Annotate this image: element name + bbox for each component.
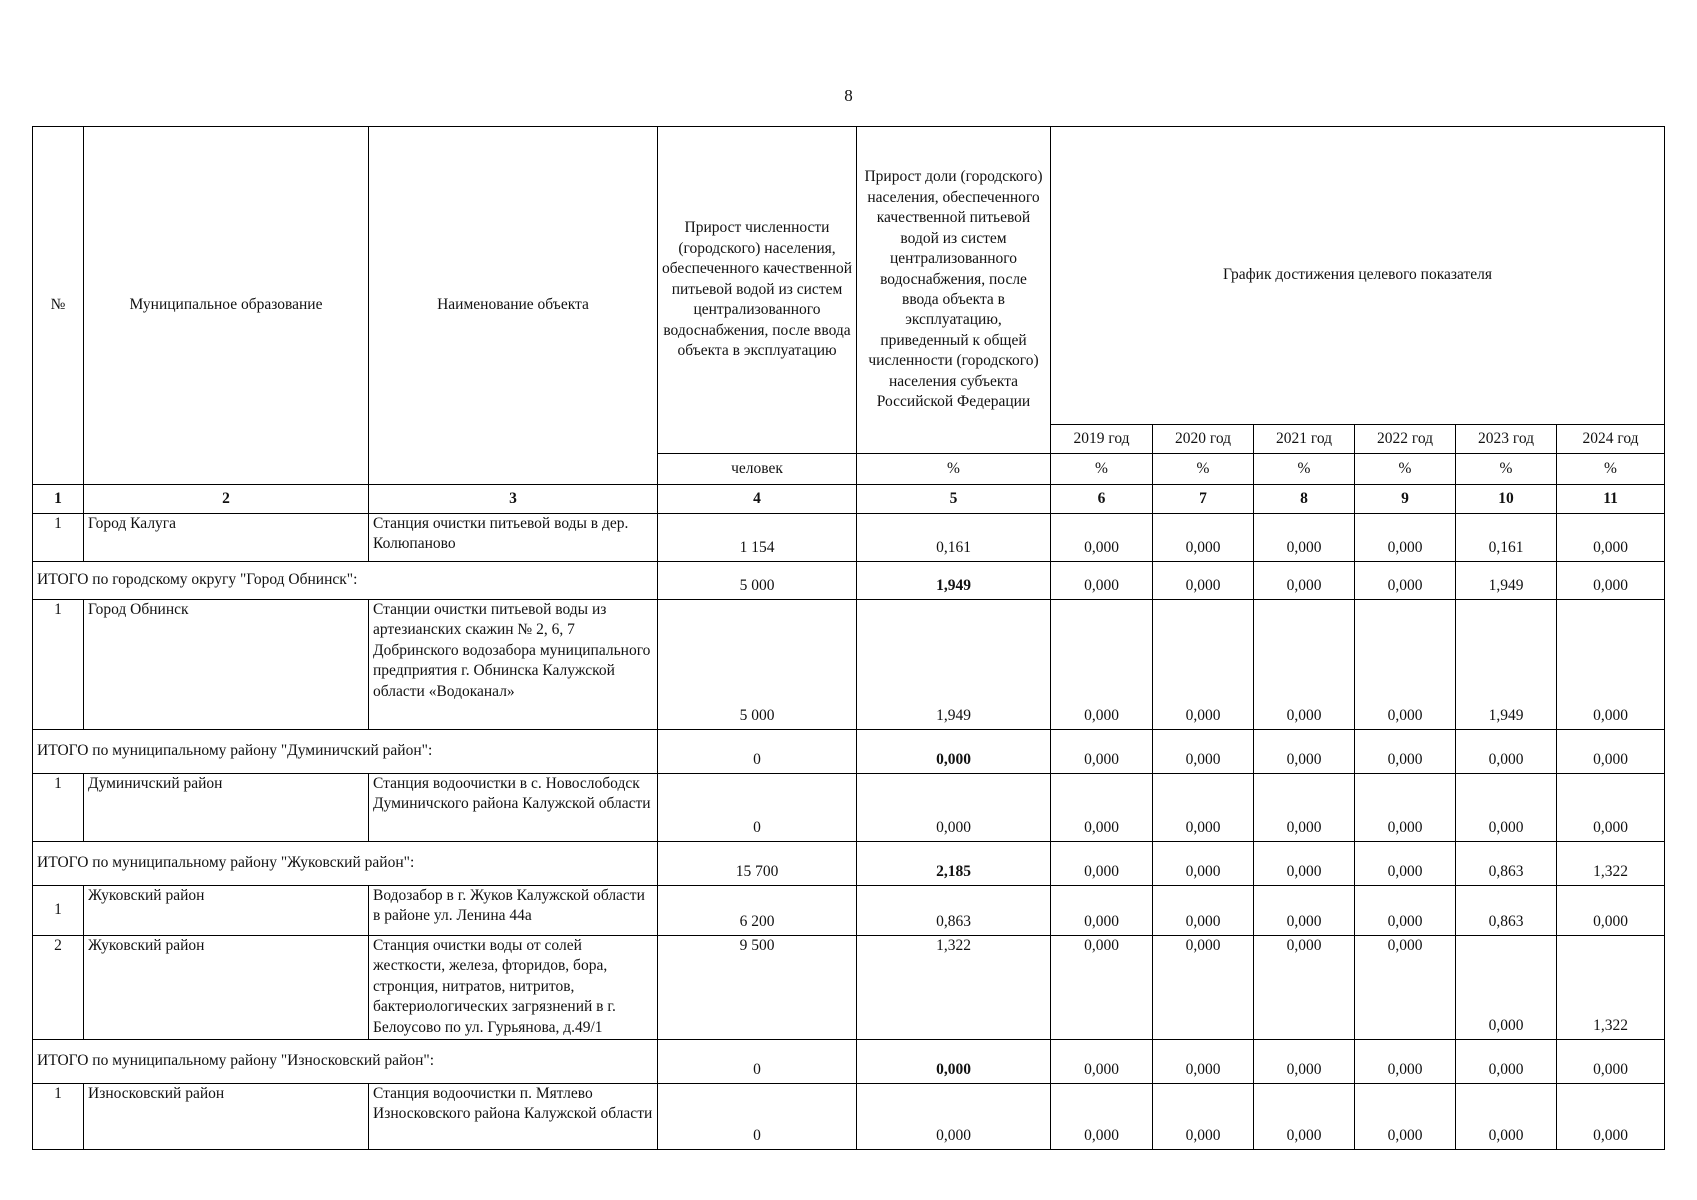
- people-cell: 5 000: [658, 562, 857, 600]
- year-cell: 0,000: [1557, 562, 1665, 600]
- year-cell: 0,000: [1355, 774, 1456, 842]
- year-cell: 0,000: [1153, 774, 1254, 842]
- year-cell: 0,000: [1051, 514, 1153, 562]
- year-cell: 0,000: [1051, 1040, 1153, 1084]
- row-number: 2: [33, 936, 84, 1040]
- total-row: [33, 842, 1665, 886]
- year-cell: 1,322: [1557, 842, 1665, 886]
- column-index: 5: [857, 485, 1051, 514]
- column-index: 7: [1153, 485, 1254, 514]
- year-cell: 0,161: [1456, 514, 1557, 562]
- people-cell: 0: [658, 774, 857, 842]
- year-cell: 0,000: [1254, 1084, 1355, 1150]
- year-cell: 0,000: [1153, 562, 1254, 600]
- unit-percent: %: [1355, 454, 1456, 485]
- people-cell: 0: [658, 1040, 857, 1084]
- target-indicator-table: [32, 126, 1665, 1150]
- row-number: 1: [33, 1084, 84, 1150]
- table-row: [33, 514, 1665, 562]
- table-row: [33, 600, 1665, 730]
- year-cell: 0,000: [1456, 774, 1557, 842]
- column-index: 4: [658, 485, 857, 514]
- header-object: Наименование объекта: [369, 127, 658, 485]
- header-growth-count: Прирост численности (городского) населения, обеспеченного качественной питьевой водой из систем централизованного водоснабжения, после ввода объекта в эксплуатацию: [658, 127, 857, 454]
- header-municipality: Муниципальное образование: [84, 127, 369, 485]
- unit-percent: %: [1051, 454, 1153, 485]
- year-cell: 0,000: [1355, 562, 1456, 600]
- row-number: 1: [33, 514, 84, 562]
- share-cell: 0,000: [857, 730, 1051, 774]
- year-cell: 0,000: [1153, 600, 1254, 730]
- year-cell: 0,000: [1355, 886, 1456, 936]
- share-cell: 1,949: [857, 600, 1051, 730]
- year-cell: 0,000: [1557, 774, 1665, 842]
- year-cell: 0,000: [1355, 936, 1456, 1040]
- municipality-cell: Город Калуга: [84, 514, 369, 562]
- year-cell: 0,000: [1355, 514, 1456, 562]
- object-cell: Станция водоочистки в с. Новослободск Думиничского района Калужской области: [369, 774, 658, 842]
- row-number: 1: [33, 886, 84, 936]
- year-cell: 0,000: [1254, 562, 1355, 600]
- year-cell: 1,949: [1456, 562, 1557, 600]
- year-cell: 0,000: [1557, 600, 1665, 730]
- year-cell: 0,000: [1254, 936, 1355, 1040]
- table-row: [33, 774, 1665, 842]
- year-cell: 1,949: [1456, 600, 1557, 730]
- year-cell: 0,000: [1355, 1084, 1456, 1150]
- share-cell: 1,322: [857, 936, 1051, 1040]
- year-cell: 0,000: [1051, 936, 1153, 1040]
- municipality-cell: Думиничский район: [84, 774, 369, 842]
- municipality-cell: Жуковский район: [84, 886, 369, 936]
- year-cell: 0,000: [1355, 1040, 1456, 1084]
- year-cell: 0,000: [1051, 1084, 1153, 1150]
- object-cell: Станция очистки питьевой воды в дер. Колюпаново: [369, 514, 658, 562]
- people-cell: 0: [658, 1084, 857, 1150]
- year-cell: 0,000: [1557, 1084, 1665, 1150]
- share-cell: 1,949: [857, 562, 1051, 600]
- year-cell: 0,863: [1456, 886, 1557, 936]
- year-cell: 0,000: [1355, 600, 1456, 730]
- header-year-2023: 2023 год: [1456, 425, 1557, 454]
- municipality-cell: Город Обнинск: [84, 600, 369, 730]
- column-index: 10: [1456, 485, 1557, 514]
- year-cell: 0,000: [1557, 514, 1665, 562]
- page-number: 8: [844, 86, 853, 105]
- year-cell: 0,000: [1355, 842, 1456, 886]
- column-index: 2: [84, 485, 369, 514]
- year-cell: 0,000: [1557, 730, 1665, 774]
- unit-percent: %: [857, 454, 1051, 485]
- total-label: ИТОГО по городскому округу "Город Обнинск":: [33, 562, 658, 600]
- unit-percent: %: [1456, 454, 1557, 485]
- unit-percent: %: [1153, 454, 1254, 485]
- year-cell: 0,000: [1254, 1040, 1355, 1084]
- row-number: 1: [33, 600, 84, 730]
- year-cell: 0,000: [1153, 1084, 1254, 1150]
- header-year-2019: 2019 год: [1051, 425, 1153, 454]
- share-cell: 0,000: [857, 1040, 1051, 1084]
- year-cell: 0,000: [1456, 936, 1557, 1040]
- year-cell: 0,000: [1051, 600, 1153, 730]
- year-cell: 0,000: [1254, 842, 1355, 886]
- column-index: 8: [1254, 485, 1355, 514]
- year-cell: 0,000: [1153, 842, 1254, 886]
- total-row: [33, 1040, 1665, 1084]
- total-label: ИТОГО по муниципальному району "Думиничский район":: [33, 730, 658, 774]
- year-cell: 0,000: [1051, 774, 1153, 842]
- year-cell: 0,000: [1557, 886, 1665, 936]
- share-cell: 0,863: [857, 886, 1051, 936]
- object-cell: Станция водоочистки п. Мятлево Износковского района Калужской области: [369, 1084, 658, 1150]
- header-schedule: График достижения целевого показателя: [1051, 127, 1665, 425]
- header-row: [33, 127, 1665, 425]
- year-cell: 0,000: [1456, 1040, 1557, 1084]
- header-year-2020: 2020 год: [1153, 425, 1254, 454]
- municipality-cell: Жуковский район: [84, 936, 369, 1040]
- column-index: 3: [369, 485, 658, 514]
- header-year-2021: 2021 год: [1254, 425, 1355, 454]
- total-label: ИТОГО по муниципальному району "Жуковский район":: [33, 842, 658, 886]
- table-row: [33, 936, 1665, 1040]
- year-cell: 0,000: [1254, 774, 1355, 842]
- people-cell: 6 200: [658, 886, 857, 936]
- total-row: [33, 562, 1665, 600]
- object-cell: Станция очистки воды от солей жесткости, железа, фторидов, бора, стронция, нитратов, нитритов, бактериологических загрязнений в г. Белоусово по ул. Гурьянова, д.49/1: [369, 936, 658, 1040]
- year-cell: 0,000: [1254, 600, 1355, 730]
- header-year-2024: 2024 год: [1557, 425, 1665, 454]
- column-index: 9: [1355, 485, 1456, 514]
- object-cell: Станции очистки питьевой воды из артезианских скажин № 2, 6, 7 Добринского водозабора муниципального предприятия г. Обнинска Калужской области «Водоканал»: [369, 600, 658, 730]
- header-no: №: [33, 127, 84, 485]
- year-cell: 0,000: [1456, 730, 1557, 774]
- column-index-row: [33, 485, 1665, 514]
- year-cell: 0,000: [1153, 936, 1254, 1040]
- people-cell: 5 000: [658, 600, 857, 730]
- year-cell: 0,000: [1153, 886, 1254, 936]
- header-year-2022: 2022 год: [1355, 425, 1456, 454]
- share-cell: 0,000: [857, 774, 1051, 842]
- unit-percent: %: [1254, 454, 1355, 485]
- municipality-cell: Износковский район: [84, 1084, 369, 1150]
- people-cell: 9 500: [658, 936, 857, 1040]
- year-cell: 0,000: [1254, 514, 1355, 562]
- share-cell: 2,185: [857, 842, 1051, 886]
- unit-people: человек: [658, 454, 857, 485]
- year-cell: 0,000: [1153, 514, 1254, 562]
- share-cell: 0,000: [857, 1084, 1051, 1150]
- column-index: 6: [1051, 485, 1153, 514]
- year-cell: 0,000: [1557, 1040, 1665, 1084]
- object-cell: Водозабор в г. Жуков Калужской области в районе ул. Ленина 44а: [369, 886, 658, 936]
- row-number: 1: [33, 774, 84, 842]
- year-cell: 0,000: [1254, 730, 1355, 774]
- year-cell: 0,000: [1153, 730, 1254, 774]
- year-cell: 0,000: [1051, 842, 1153, 886]
- column-index: 1: [33, 485, 84, 514]
- year-cell: 0,000: [1051, 562, 1153, 600]
- share-cell: 0,161: [857, 514, 1051, 562]
- header-growth-share: Прирост доли (городского) населения, обеспеченного качественной питьевой водой из систем централизованного водоснабжения, после ввода объекта в эксплуатацию, приведенный к общей численности (городского) населения субъекта Российской Федерации: [857, 127, 1051, 454]
- people-cell: 15 700: [658, 842, 857, 886]
- year-cell: 0,000: [1355, 730, 1456, 774]
- year-cell: 0,000: [1051, 730, 1153, 774]
- year-cell: 0,000: [1153, 1040, 1254, 1084]
- year-cell: 0,000: [1456, 1084, 1557, 1150]
- table-row: [33, 1084, 1665, 1150]
- year-cell: 0,000: [1254, 886, 1355, 936]
- total-label: ИТОГО по муниципальному району "Износковский район":: [33, 1040, 658, 1084]
- people-cell: 0: [658, 730, 857, 774]
- unit-percent: %: [1557, 454, 1665, 485]
- year-cell: 0,000: [1051, 886, 1153, 936]
- people-cell: 1 154: [658, 514, 857, 562]
- table-row: [33, 886, 1665, 936]
- column-index: 11: [1557, 485, 1665, 514]
- year-cell: 0,863: [1456, 842, 1557, 886]
- year-cell: 1,322: [1557, 936, 1665, 1040]
- total-row: [33, 730, 1665, 774]
